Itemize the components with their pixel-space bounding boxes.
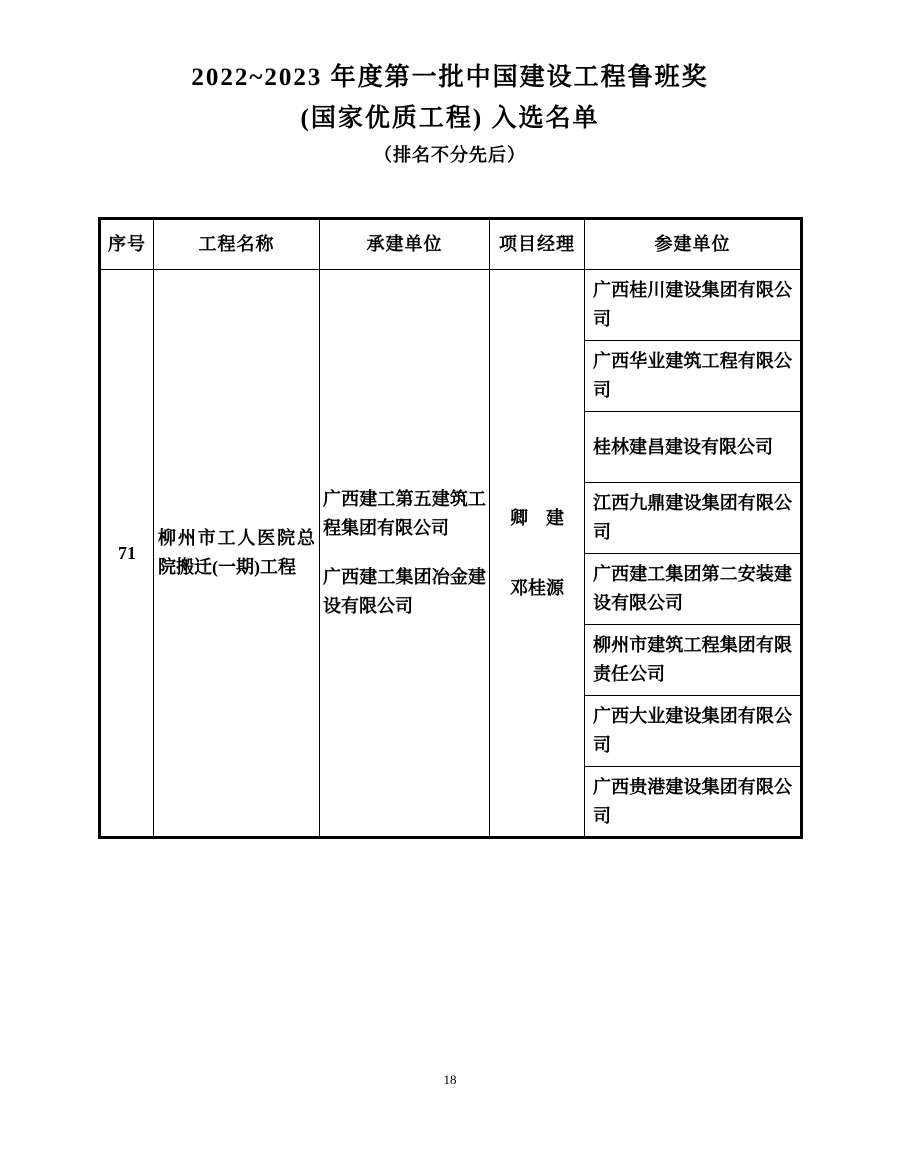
page-number: 18 [443,1072,457,1087]
table-row [100,270,802,341]
award-table [98,217,803,839]
participant-cell: 广西贵港建设集团有限公司 [585,767,802,838]
page-title [0,57,900,139]
participant-cell: 桂林建昌建设有限公司 [585,412,802,483]
manager-entry: 卿 建 [510,507,564,528]
header-row [100,219,802,270]
page-title-line2: (国家优质工程) 入选名单 [300,105,600,132]
project-name-cell: 柳州市工人医院总院搬迁(一期)工程 [154,270,320,838]
participant-cell: 柳州市建筑工程集团有限责任公司 [585,625,802,696]
page-title-line1: 2022~2023 年度第一批中国建设工程鲁班奖 [191,64,709,91]
header-cell-manager: 项目经理 [490,219,585,270]
participant-cell: 广西大业建设集团有限公司 [585,696,802,767]
serial-cell: 71 [100,270,154,838]
contractor-entry: 广西建工集团冶金建设有限公司 [323,567,486,616]
page-subtitle: （排名不分先后） [374,145,526,165]
header-cell-contractor: 承建单位 [320,219,490,270]
participant-cell: 广西华业建筑工程有限公司 [585,341,802,412]
manager-cell [490,270,585,838]
participant-cell: 广西桂川建设集团有限公司 [585,270,802,341]
header-cell-serial: 序号 [100,219,154,270]
manager-entry: 邓桂源 [510,577,564,598]
participant-cell: 江西九鼎建设集团有限公司 [585,483,802,554]
contractor-cell [320,270,490,838]
participant-cell: 广西建工集团第二安装建设有限公司 [585,554,802,625]
header-cell-project-name: 工程名称 [154,219,320,270]
contractor-entry: 广西建工第五建筑工程集团有限公司 [323,489,486,538]
header-cell-participants: 参建单位 [585,219,802,270]
